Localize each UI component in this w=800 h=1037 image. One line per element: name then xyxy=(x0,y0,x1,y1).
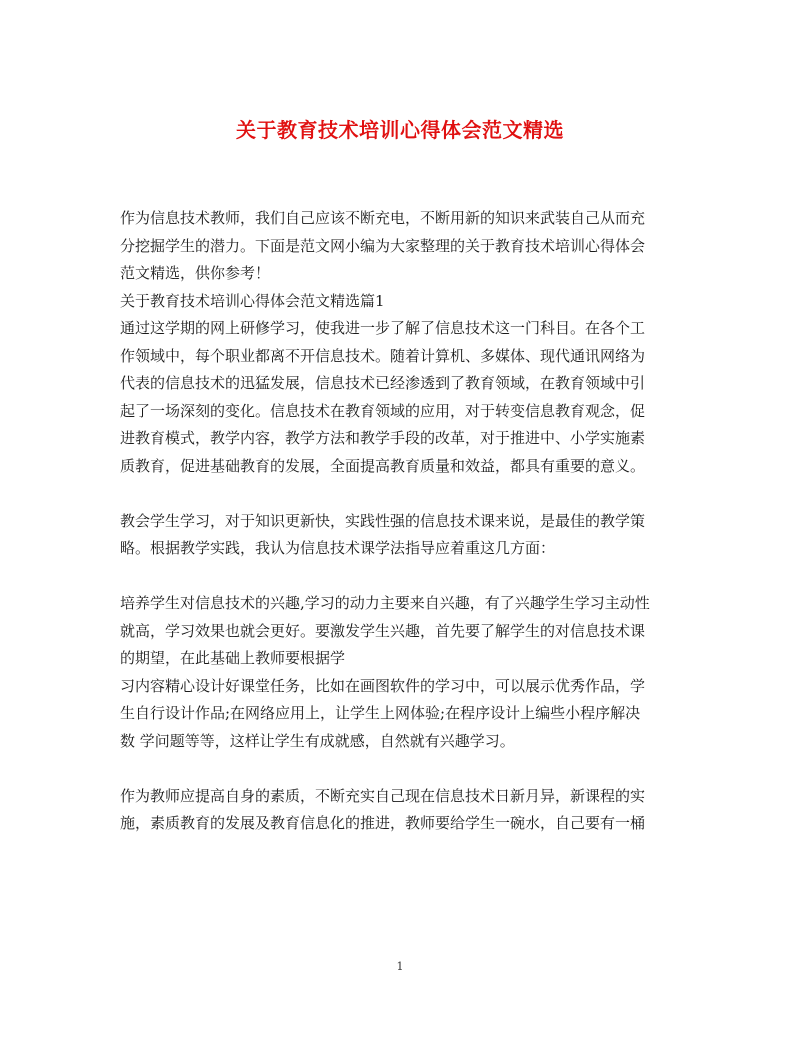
text-line: 代表的信息技术的迅猛发展，信息技术已经渗透到了教育领域，在教育领域中引 xyxy=(120,374,646,392)
text-line: 教会学生学习，对于知识更新快，实践性强的信息技术课来说，是最佳的教学策 xyxy=(120,511,646,530)
paragraph-gap xyxy=(120,563,692,591)
text-line: 培养学生对信息技术的兴趣,学习的动力主要来自兴趣，有了兴趣学生学习主动性 xyxy=(120,594,650,612)
text-line: 起了一场深刻的变化。信息技术在教育领域的应用，对于转变信息教育观念，促 xyxy=(120,401,646,420)
document-body xyxy=(120,205,692,838)
text-line: 关于教育技术培训心得体会范文精选篇1 xyxy=(120,291,385,310)
text-line: 范文精选，供你参考！ xyxy=(120,264,271,282)
text-line: 作为信息技术教师，我们自己应该不断充电，不断用新的知识来武装自己从而充 xyxy=(120,209,646,227)
page-number: 1 xyxy=(396,960,404,973)
paragraph-gap xyxy=(120,755,692,783)
paragraph-gap xyxy=(120,480,692,508)
text-line: 生自行设计作品;在网络应用上，让学生上网体验;在程序设计上编些小程序解决 xyxy=(120,704,641,722)
text-line: 数 学问题等等，这样让学生有成就感，自然就有兴趣学习。 xyxy=(120,731,515,750)
text-line: 质教育，促进基础教育的发展，全面提高教育质量和效益，都具有重要的意义。 xyxy=(120,456,646,475)
text-line: 通过这学期的网上研修学习，使我进一步了解了信息技术这一门科目。在各个工 xyxy=(120,319,646,337)
text-line: 的期望，在此基础上教师要根据学 xyxy=(120,649,346,667)
text-line: 分挖掘学生的潜力。下面是范文网小编为大家整理的关于教育技术培训心得体会 xyxy=(120,236,646,255)
document-title: 关于教育技术培训心得体会范文精选 xyxy=(236,118,564,142)
text-line: 施，素质教育的发展及教育信息化的推进，教师要给学生一碗水，自己要有一桶 xyxy=(120,814,646,832)
text-line: 进教育模式，教学内容，教学方法和教学手段的改革，对于推进中、小学实施素 xyxy=(120,429,646,447)
text-line: 略。根据教学实践，我认为信息技术课学法指导应着重这几方面： xyxy=(120,539,556,557)
text-line: 作为教师应提高自身的素质，不断充实自己现在信息技术日新月异，新课程的实 xyxy=(120,786,646,805)
text-line: 就高，学习效果也就会更好。要激发学生兴趣，首先要了解学生的对信息技术课 xyxy=(120,621,646,640)
text-line: 作领域中，每个职业都离不开信息技术。随着计算机、多媒体、现代通讯网络为 xyxy=(120,346,646,365)
text-line: 习内容精心设计好课堂任务，比如在画图软件的学习中，可以展示优秀作品，学 xyxy=(120,676,646,695)
